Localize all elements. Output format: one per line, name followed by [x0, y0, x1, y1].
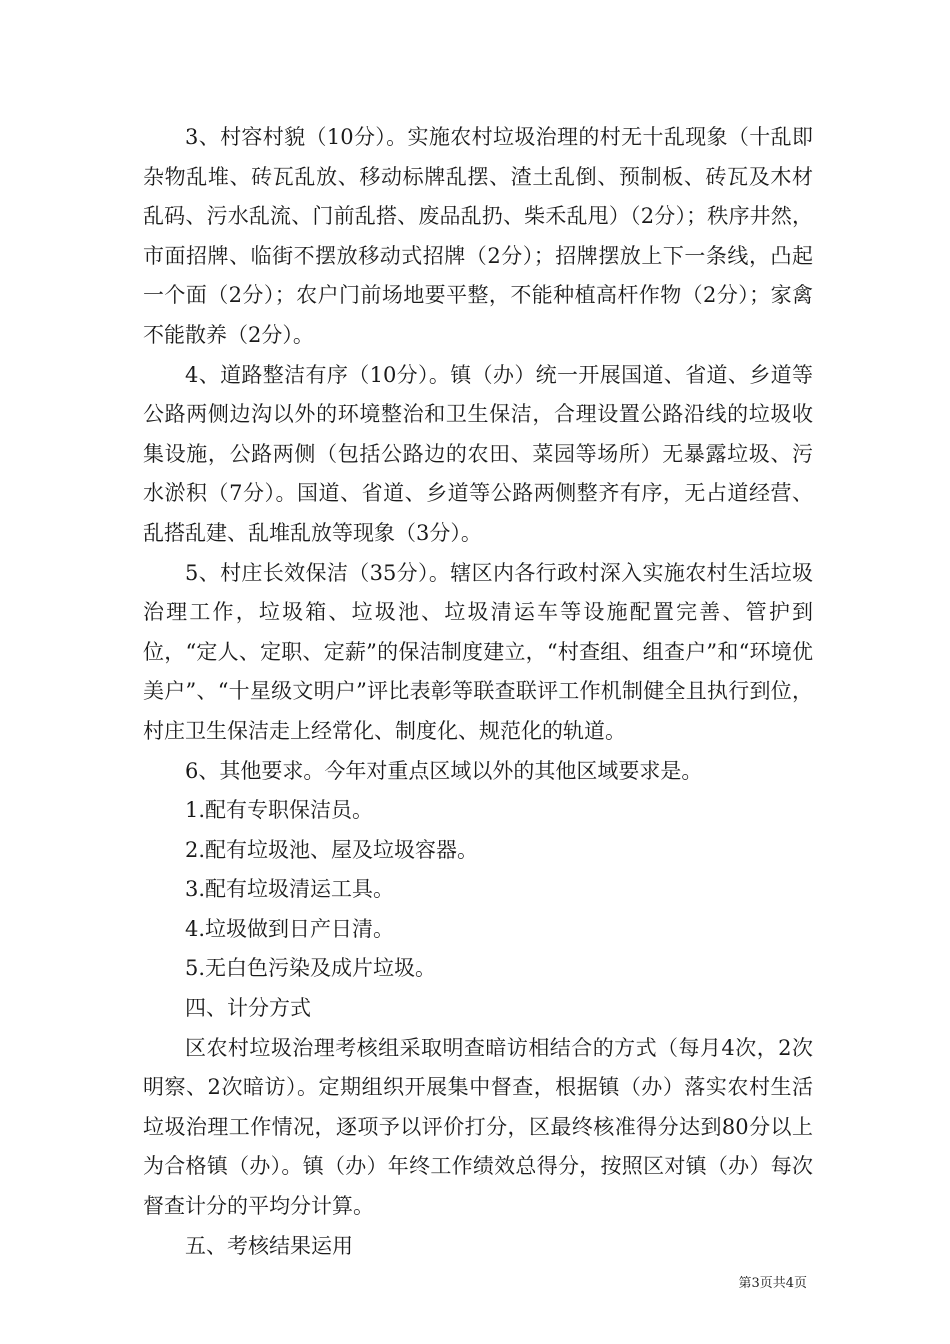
- list-item: 4.垃圾做到日产日清。: [185, 916, 395, 941]
- paragraph-other-requirements: 6、其他要求。今年对重点区域以外的其他区域要求是。: [185, 758, 703, 783]
- paragraph-long-term-cleaning: 5、村庄长效保洁（35分）。辖区内各行政村深入实施农村生活垃圾治理工作，垃圾箱、垃圾池、垃圾清运车等设施配置完善、管护到位，“定人、定职、定薪”的保洁制度建立，“村查组、组查户”和“环境优美户”、“十星级文明户”评比表彰等联查联评工作机制健全且执行到位，村庄卫生保洁走上经常化、制度化、规范化的轨道。: [143, 560, 813, 743]
- paragraph-village-appearance: 3、村容村貌（10分）。实施农村垃圾治理的村无十乱现象（十乱即杂物乱堆、砖瓦乱放、移动标牌乱摆、渣土乱倒、预制板、砖瓦及木材乱码、污水乱流、门前乱搭、废品乱扔、柴禾乱甩）（2分）；秩序井然，市面招牌、临街不摆放移动式招牌（2分）；招牌摆放上下一条线，凸起一个面（2分）；农户门前场地要平整，不能种植高杆作物（2分）；家禽不能散养（2分）。: [143, 125, 813, 347]
- list-item: 3.配有垃圾清运工具。: [185, 877, 395, 902]
- list-item: 1.配有专职保洁员。: [185, 798, 374, 823]
- list-item: 2.配有垃圾池、屋及垃圾容器。: [185, 837, 479, 862]
- section-heading-scoring: 四、计分方式: [185, 996, 311, 1021]
- paragraph-scoring-method: 区农村垃圾治理考核组采取明查暗访相结合的方式（每月4次，2次明察、2次暗访）。定期组织开展集中督查，根据镇（办）落实农村生活垃圾治理工作情况，逐项予以评价打分，区最终核准得分达到80分以上为合格镇（办）。镇（办）年终工作绩效总得分，按照区对镇（办）每次督查计分的平均分计算。: [143, 1035, 813, 1219]
- section-heading-results: 五、考核结果运用: [185, 1233, 353, 1258]
- page-number-footer: 第3页共4页: [738, 1276, 807, 1291]
- list-item: 5.无白色污染及成片垃圾。: [185, 956, 437, 981]
- document-body: [143, 118, 813, 1266]
- paragraph-road-order: 4、道路整洁有序（10分）。镇（办）统一开展国道、省道、乡道等公路两侧边沟以外的环境整治和卫生保洁，合理设置公路沿线的垃圾收集设施，公路两侧（包括公路边的农田、菜园等场所）无暴露垃圾、污水淤积（7分）。国道、省道、乡道等公路两侧整齐有序，无占道经营、乱搭乱建、乱堆乱放等现象（3分）。: [143, 362, 813, 545]
